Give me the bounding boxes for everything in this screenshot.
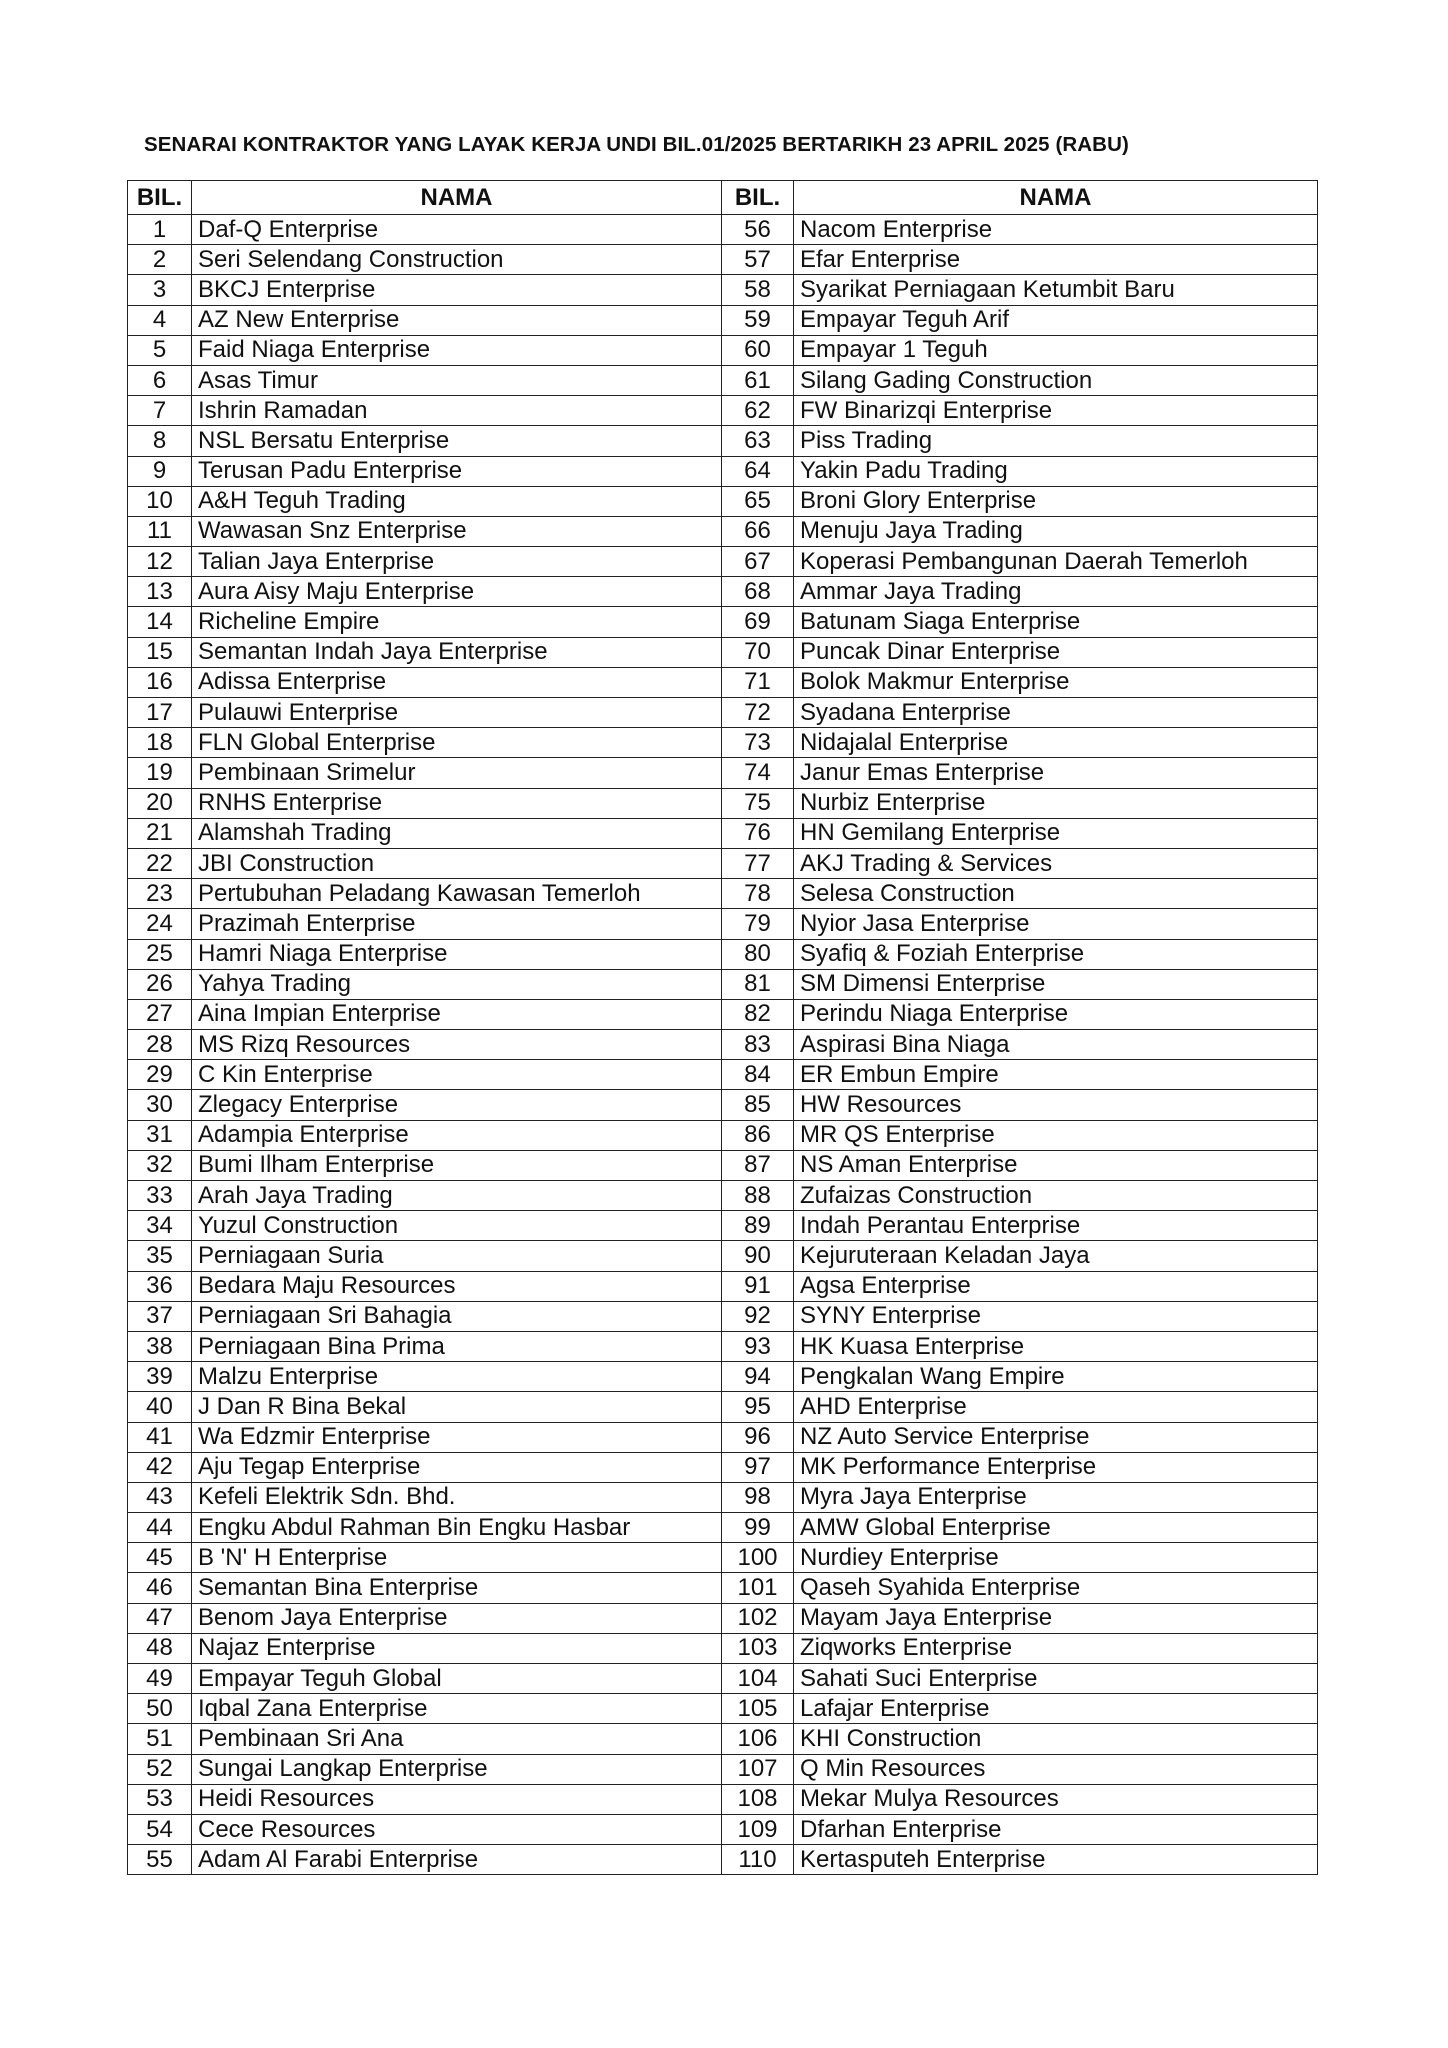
nama-left-cell: Bumi Ilham Enterprise xyxy=(192,1150,722,1180)
nama-right-cell: Syafiq & Foziah Enterprise xyxy=(794,939,1318,969)
table-row xyxy=(128,1090,1318,1120)
nama-left-cell: B 'N' H Enterprise xyxy=(192,1543,722,1573)
nama-right-cell: HW Resources xyxy=(794,1090,1318,1120)
bil-left-cell: 1 xyxy=(128,215,192,245)
table-row xyxy=(128,426,1318,456)
nama-right-cell: Nyior Jasa Enterprise xyxy=(794,909,1318,939)
bil-left-cell: 39 xyxy=(128,1362,192,1392)
bil-right-cell: 56 xyxy=(722,215,794,245)
table-row xyxy=(128,879,1318,909)
bil-right-cell: 95 xyxy=(722,1392,794,1422)
bil-left-cell: 12 xyxy=(128,547,192,577)
bil-right-cell: 86 xyxy=(722,1120,794,1150)
bil-right-cell: 93 xyxy=(722,1331,794,1361)
nama-left-cell: Sungai Langkap Enterprise xyxy=(192,1754,722,1784)
bil-left-cell: 34 xyxy=(128,1211,192,1241)
nama-left-cell: Aina Impian Enterprise xyxy=(192,999,722,1029)
nama-left-cell: Adampia Enterprise xyxy=(192,1120,722,1150)
nama-right-cell: FW Binarizqi Enterprise xyxy=(794,396,1318,426)
bil-left-cell: 46 xyxy=(128,1573,192,1603)
table-row xyxy=(128,1754,1318,1784)
header-nama-left: NAMA xyxy=(192,181,722,215)
nama-right-cell: Ammar Jaya Trading xyxy=(794,577,1318,607)
bil-left-cell: 49 xyxy=(128,1664,192,1694)
bil-left-cell: 53 xyxy=(128,1784,192,1814)
nama-right-cell: Nurbiz Enterprise xyxy=(794,788,1318,818)
bil-right-cell: 65 xyxy=(722,486,794,516)
bil-right-cell: 61 xyxy=(722,365,794,395)
table-row xyxy=(128,939,1318,969)
bil-right-cell: 108 xyxy=(722,1784,794,1814)
nama-left-cell: Pulauwi Enterprise xyxy=(192,698,722,728)
nama-left-cell: Yuzul Construction xyxy=(192,1211,722,1241)
table-row xyxy=(128,275,1318,305)
nama-right-cell: Mayam Jaya Enterprise xyxy=(794,1603,1318,1633)
nama-right-cell: NZ Auto Service Enterprise xyxy=(794,1422,1318,1452)
nama-right-cell: Kejuruteraan Keladan Jaya xyxy=(794,1241,1318,1271)
bil-left-cell: 52 xyxy=(128,1754,192,1784)
nama-right-cell: Empayar 1 Teguh xyxy=(794,335,1318,365)
table-row xyxy=(128,1030,1318,1060)
bil-right-cell: 87 xyxy=(722,1150,794,1180)
nama-left-cell: Asas Timur xyxy=(192,365,722,395)
nama-right-cell: Zufaizas Construction xyxy=(794,1181,1318,1211)
nama-left-cell: Faid Niaga Enterprise xyxy=(192,335,722,365)
table-row xyxy=(128,516,1318,546)
nama-right-cell: Qaseh Syahida Enterprise xyxy=(794,1573,1318,1603)
table-row xyxy=(128,1150,1318,1180)
table-row xyxy=(128,1452,1318,1482)
bil-right-cell: 100 xyxy=(722,1543,794,1573)
nama-right-cell: Janur Emas Enterprise xyxy=(794,758,1318,788)
bil-left-cell: 35 xyxy=(128,1241,192,1271)
bil-right-cell: 103 xyxy=(722,1633,794,1663)
nama-right-cell: Lafajar Enterprise xyxy=(794,1694,1318,1724)
bil-left-cell: 5 xyxy=(128,335,192,365)
nama-left-cell: Kefeli Elektrik Sdn. Bhd. xyxy=(192,1482,722,1512)
table-row xyxy=(128,788,1318,818)
table-row xyxy=(128,1603,1318,1633)
bil-left-cell: 50 xyxy=(128,1694,192,1724)
nama-left-cell: Heidi Resources xyxy=(192,1784,722,1814)
nama-left-cell: C Kin Enterprise xyxy=(192,1060,722,1090)
nama-left-cell: Empayar Teguh Global xyxy=(192,1664,722,1694)
header-nama-right: NAMA xyxy=(794,181,1318,215)
nama-left-cell: J Dan R Bina Bekal xyxy=(192,1392,722,1422)
nama-left-cell: Perniagaan Bina Prima xyxy=(192,1331,722,1361)
bil-right-cell: 79 xyxy=(722,909,794,939)
nama-left-cell: Pertubuhan Peladang Kawasan Temerloh xyxy=(192,879,722,909)
bil-right-cell: 63 xyxy=(722,426,794,456)
nama-left-cell: Seri Selendang Construction xyxy=(192,245,722,275)
nama-left-cell: Arah Jaya Trading xyxy=(192,1181,722,1211)
table-row xyxy=(128,728,1318,758)
table-row xyxy=(128,1362,1318,1392)
nama-left-cell: Najaz Enterprise xyxy=(192,1633,722,1663)
bil-right-cell: 84 xyxy=(722,1060,794,1090)
nama-left-cell: Semantan Indah Jaya Enterprise xyxy=(192,637,722,667)
table-row xyxy=(128,667,1318,697)
nama-left-cell: Wa Edzmir Enterprise xyxy=(192,1422,722,1452)
bil-left-cell: 21 xyxy=(128,818,192,848)
bil-right-cell: 101 xyxy=(722,1573,794,1603)
table-row xyxy=(128,848,1318,878)
table-row xyxy=(128,1513,1318,1543)
table-row xyxy=(128,1482,1318,1512)
table-row xyxy=(128,1814,1318,1844)
bil-left-cell: 19 xyxy=(128,758,192,788)
bil-right-cell: 69 xyxy=(722,607,794,637)
nama-right-cell: Nidajalal Enterprise xyxy=(794,728,1318,758)
bil-left-cell: 17 xyxy=(128,698,192,728)
table-row xyxy=(128,698,1318,728)
table-header-row xyxy=(128,181,1318,215)
table-row xyxy=(128,1392,1318,1422)
table-row xyxy=(128,1331,1318,1361)
header-bil-right: BIL. xyxy=(722,181,794,215)
nama-left-cell: Aura Aisy Maju Enterprise xyxy=(192,577,722,607)
nama-left-cell: Bedara Maju Resources xyxy=(192,1271,722,1301)
bil-right-cell: 88 xyxy=(722,1181,794,1211)
bil-left-cell: 44 xyxy=(128,1513,192,1543)
nama-left-cell: JBI Construction xyxy=(192,848,722,878)
nama-right-cell: Q Min Resources xyxy=(794,1754,1318,1784)
nama-right-cell: Nacom Enterprise xyxy=(794,215,1318,245)
table-row xyxy=(128,365,1318,395)
bil-left-cell: 27 xyxy=(128,999,192,1029)
bil-right-cell: 104 xyxy=(722,1664,794,1694)
bil-right-cell: 97 xyxy=(722,1452,794,1482)
bil-left-cell: 2 xyxy=(128,245,192,275)
bil-right-cell: 72 xyxy=(722,698,794,728)
nama-left-cell: Talian Jaya Enterprise xyxy=(192,547,722,577)
contractor-table-container xyxy=(127,180,1317,1875)
nama-right-cell: Broni Glory Enterprise xyxy=(794,486,1318,516)
nama-left-cell: Perniagaan Sri Bahagia xyxy=(192,1301,722,1331)
nama-right-cell: MR QS Enterprise xyxy=(794,1120,1318,1150)
nama-left-cell: Malzu Enterprise xyxy=(192,1362,722,1392)
bil-right-cell: 74 xyxy=(722,758,794,788)
nama-left-cell: Pembinaan Srimelur xyxy=(192,758,722,788)
nama-right-cell: Puncak Dinar Enterprise xyxy=(794,637,1318,667)
bil-left-cell: 8 xyxy=(128,426,192,456)
bil-left-cell: 38 xyxy=(128,1331,192,1361)
bil-right-cell: 77 xyxy=(722,848,794,878)
nama-right-cell: KHI Construction xyxy=(794,1724,1318,1754)
table-row xyxy=(128,547,1318,577)
nama-left-cell: NSL Bersatu Enterprise xyxy=(192,426,722,456)
page-title: SENARAI KONTRAKTOR YANG LAYAK KERJA UNDI BIL.01/2025 BERTARIKH 23 APRIL 2025 (RABU) xyxy=(144,133,1129,156)
bil-left-cell: 37 xyxy=(128,1301,192,1331)
nama-left-cell: Yahya Trading xyxy=(192,969,722,999)
bil-left-cell: 14 xyxy=(128,607,192,637)
bil-left-cell: 47 xyxy=(128,1603,192,1633)
bil-right-cell: 78 xyxy=(722,879,794,909)
nama-left-cell: Hamri Niaga Enterprise xyxy=(192,939,722,969)
nama-right-cell: AMW Global Enterprise xyxy=(794,1513,1318,1543)
bil-left-cell: 41 xyxy=(128,1422,192,1452)
nama-right-cell: Myra Jaya Enterprise xyxy=(794,1482,1318,1512)
bil-right-cell: 75 xyxy=(722,788,794,818)
table-row xyxy=(128,1724,1318,1754)
nama-right-cell: Sahati Suci Enterprise xyxy=(794,1664,1318,1694)
nama-left-cell: Daf-Q Enterprise xyxy=(192,215,722,245)
table-row xyxy=(128,999,1318,1029)
table-row xyxy=(128,1120,1318,1150)
nama-left-cell: FLN Global Enterprise xyxy=(192,728,722,758)
nama-right-cell: Menuju Jaya Trading xyxy=(794,516,1318,546)
nama-left-cell: Perniagaan Suria xyxy=(192,1241,722,1271)
nama-right-cell: Indah Perantau Enterprise xyxy=(794,1211,1318,1241)
nama-right-cell: Bolok Makmur Enterprise xyxy=(794,667,1318,697)
bil-left-cell: 43 xyxy=(128,1482,192,1512)
bil-right-cell: 90 xyxy=(722,1241,794,1271)
bil-left-cell: 20 xyxy=(128,788,192,818)
table-row xyxy=(128,1241,1318,1271)
bil-left-cell: 6 xyxy=(128,365,192,395)
bil-left-cell: 55 xyxy=(128,1845,192,1875)
table-row xyxy=(128,1060,1318,1090)
table-row xyxy=(128,818,1318,848)
bil-right-cell: 59 xyxy=(722,305,794,335)
bil-right-cell: 71 xyxy=(722,667,794,697)
nama-right-cell: Yakin Padu Trading xyxy=(794,456,1318,486)
nama-left-cell: MS Rizq Resources xyxy=(192,1030,722,1060)
bil-right-cell: 68 xyxy=(722,577,794,607)
bil-left-cell: 42 xyxy=(128,1452,192,1482)
nama-right-cell: Koperasi Pembangunan Daerah Temerloh xyxy=(794,547,1318,577)
nama-right-cell: Silang Gading Construction xyxy=(794,365,1318,395)
nama-right-cell: AHD Enterprise xyxy=(794,1392,1318,1422)
table-row xyxy=(128,909,1318,939)
nama-left-cell: Adissa Enterprise xyxy=(192,667,722,697)
table-row xyxy=(128,758,1318,788)
nama-right-cell: SYNY Enterprise xyxy=(794,1301,1318,1331)
bil-right-cell: 62 xyxy=(722,396,794,426)
bil-right-cell: 82 xyxy=(722,999,794,1029)
bil-left-cell: 25 xyxy=(128,939,192,969)
bil-left-cell: 40 xyxy=(128,1392,192,1422)
nama-right-cell: Efar Enterprise xyxy=(794,245,1318,275)
bil-left-cell: 28 xyxy=(128,1030,192,1060)
bil-right-cell: 102 xyxy=(722,1603,794,1633)
nama-right-cell: Perindu Niaga Enterprise xyxy=(794,999,1318,1029)
table-row xyxy=(128,577,1318,607)
table-row xyxy=(128,396,1318,426)
nama-right-cell: Nurdiey Enterprise xyxy=(794,1543,1318,1573)
nama-right-cell: Pengkalan Wang Empire xyxy=(794,1362,1318,1392)
bil-left-cell: 32 xyxy=(128,1150,192,1180)
nama-left-cell: Cece Resources xyxy=(192,1814,722,1844)
bil-left-cell: 54 xyxy=(128,1814,192,1844)
nama-left-cell: A&H Teguh Trading xyxy=(192,486,722,516)
bil-right-cell: 98 xyxy=(722,1482,794,1512)
bil-left-cell: 33 xyxy=(128,1181,192,1211)
bil-left-cell: 4 xyxy=(128,305,192,335)
table-row xyxy=(128,1211,1318,1241)
bil-left-cell: 18 xyxy=(128,728,192,758)
bil-left-cell: 26 xyxy=(128,969,192,999)
bil-left-cell: 24 xyxy=(128,909,192,939)
nama-left-cell: Pembinaan Sri Ana xyxy=(192,1724,722,1754)
table-row xyxy=(128,486,1318,516)
nama-right-cell: SM Dimensi Enterprise xyxy=(794,969,1318,999)
table-row xyxy=(128,335,1318,365)
nama-right-cell: Piss Trading xyxy=(794,426,1318,456)
nama-left-cell: Zlegacy Enterprise xyxy=(192,1090,722,1120)
bil-right-cell: 96 xyxy=(722,1422,794,1452)
nama-left-cell: Alamshah Trading xyxy=(192,818,722,848)
nama-left-cell: Adam Al Farabi Enterprise xyxy=(192,1845,722,1875)
nama-left-cell: Semantan Bina Enterprise xyxy=(192,1573,722,1603)
header-bil-left: BIL. xyxy=(128,181,192,215)
table-row xyxy=(128,1784,1318,1814)
bil-left-cell: 31 xyxy=(128,1120,192,1150)
nama-left-cell: Prazimah Enterprise xyxy=(192,909,722,939)
bil-right-cell: 60 xyxy=(722,335,794,365)
nama-left-cell: Benom Jaya Enterprise xyxy=(192,1603,722,1633)
bil-right-cell: 89 xyxy=(722,1211,794,1241)
bil-right-cell: 57 xyxy=(722,245,794,275)
nama-right-cell: Batunam Siaga Enterprise xyxy=(794,607,1318,637)
table-row xyxy=(128,215,1318,245)
nama-right-cell: MK Performance Enterprise xyxy=(794,1452,1318,1482)
nama-right-cell: Ziqworks Enterprise xyxy=(794,1633,1318,1663)
bil-left-cell: 30 xyxy=(128,1090,192,1120)
nama-left-cell: BKCJ Enterprise xyxy=(192,275,722,305)
table-row xyxy=(128,607,1318,637)
bil-right-cell: 107 xyxy=(722,1754,794,1784)
nama-left-cell: Ishrin Ramadan xyxy=(192,396,722,426)
bil-right-cell: 110 xyxy=(722,1845,794,1875)
table-row xyxy=(128,456,1318,486)
bil-right-cell: 99 xyxy=(722,1513,794,1543)
bil-left-cell: 16 xyxy=(128,667,192,697)
nama-right-cell: Syarikat Perniagaan Ketumbit Baru xyxy=(794,275,1318,305)
nama-right-cell: Mekar Mulya Resources xyxy=(794,1784,1318,1814)
bil-right-cell: 91 xyxy=(722,1271,794,1301)
table-row xyxy=(128,1694,1318,1724)
nama-right-cell: ER Embun Empire xyxy=(794,1060,1318,1090)
bil-right-cell: 81 xyxy=(722,969,794,999)
table-row xyxy=(128,1181,1318,1211)
nama-right-cell: Kertasputeh Enterprise xyxy=(794,1845,1318,1875)
table-body xyxy=(128,215,1318,1875)
nama-right-cell: Empayar Teguh Arif xyxy=(794,305,1318,335)
bil-right-cell: 105 xyxy=(722,1694,794,1724)
table-row xyxy=(128,1301,1318,1331)
table-row xyxy=(128,1664,1318,1694)
nama-left-cell: RNHS Enterprise xyxy=(192,788,722,818)
nama-right-cell: Dfarhan Enterprise xyxy=(794,1814,1318,1844)
bil-right-cell: 94 xyxy=(722,1362,794,1392)
nama-right-cell: NS Aman Enterprise xyxy=(794,1150,1318,1180)
table-row xyxy=(128,1573,1318,1603)
table-row xyxy=(128,1271,1318,1301)
table-row xyxy=(128,969,1318,999)
nama-right-cell: AKJ Trading & Services xyxy=(794,848,1318,878)
contractor-table xyxy=(127,180,1318,1875)
bil-right-cell: 70 xyxy=(722,637,794,667)
bil-left-cell: 11 xyxy=(128,516,192,546)
nama-left-cell: Aju Tegap Enterprise xyxy=(192,1452,722,1482)
bil-right-cell: 80 xyxy=(722,939,794,969)
bil-right-cell: 67 xyxy=(722,547,794,577)
nama-left-cell: Terusan Padu Enterprise xyxy=(192,456,722,486)
nama-right-cell: HK Kuasa Enterprise xyxy=(794,1331,1318,1361)
nama-left-cell: Wawasan Snz Enterprise xyxy=(192,516,722,546)
bil-right-cell: 83 xyxy=(722,1030,794,1060)
bil-left-cell: 10 xyxy=(128,486,192,516)
nama-right-cell: Aspirasi Bina Niaga xyxy=(794,1030,1318,1060)
bil-left-cell: 22 xyxy=(128,848,192,878)
bil-right-cell: 85 xyxy=(722,1090,794,1120)
bil-left-cell: 45 xyxy=(128,1543,192,1573)
bil-right-cell: 92 xyxy=(722,1301,794,1331)
nama-left-cell: Engku Abdul Rahman Bin Engku Hasbar xyxy=(192,1513,722,1543)
bil-right-cell: 76 xyxy=(722,818,794,848)
table-row xyxy=(128,1422,1318,1452)
nama-left-cell: Iqbal Zana Enterprise xyxy=(192,1694,722,1724)
bil-left-cell: 13 xyxy=(128,577,192,607)
table-row xyxy=(128,1845,1318,1875)
bil-left-cell: 23 xyxy=(128,879,192,909)
nama-right-cell: Syadana Enterprise xyxy=(794,698,1318,728)
bil-left-cell: 48 xyxy=(128,1633,192,1663)
nama-right-cell: Agsa Enterprise xyxy=(794,1271,1318,1301)
bil-right-cell: 64 xyxy=(722,456,794,486)
bil-right-cell: 109 xyxy=(722,1814,794,1844)
table-row xyxy=(128,1633,1318,1663)
bil-left-cell: 3 xyxy=(128,275,192,305)
nama-right-cell: Selesa Construction xyxy=(794,879,1318,909)
bil-right-cell: 58 xyxy=(722,275,794,305)
table-row xyxy=(128,1543,1318,1573)
bil-right-cell: 73 xyxy=(722,728,794,758)
nama-left-cell: AZ New Enterprise xyxy=(192,305,722,335)
nama-right-cell: HN Gemilang Enterprise xyxy=(794,818,1318,848)
bil-left-cell: 51 xyxy=(128,1724,192,1754)
bil-right-cell: 66 xyxy=(722,516,794,546)
table-row xyxy=(128,245,1318,275)
bil-right-cell: 106 xyxy=(722,1724,794,1754)
table-row xyxy=(128,637,1318,667)
table-row xyxy=(128,305,1318,335)
bil-left-cell: 36 xyxy=(128,1271,192,1301)
bil-left-cell: 9 xyxy=(128,456,192,486)
bil-left-cell: 7 xyxy=(128,396,192,426)
bil-left-cell: 15 xyxy=(128,637,192,667)
bil-left-cell: 29 xyxy=(128,1060,192,1090)
nama-left-cell: Richeline Empire xyxy=(192,607,722,637)
